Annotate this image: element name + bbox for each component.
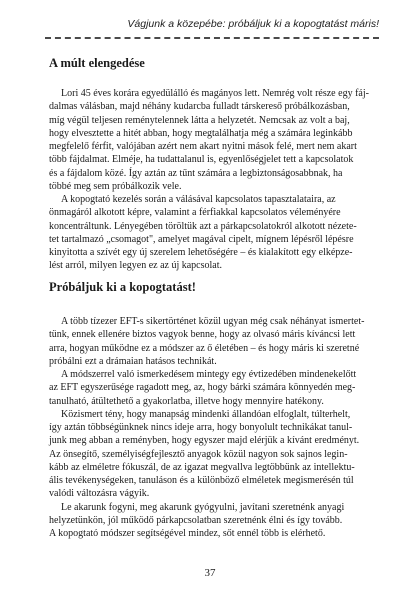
text-line — [49, 408, 379, 421]
line-text: hogy elvesztette a hitét abban, hogy megtalálhatja még a számára leginkább — [49, 127, 353, 139]
line-text: önmagáról alkotott képre, valamint a férfiakkal kapcsolatos véleményére — [49, 207, 341, 219]
line-text: próbálni ezt a drámaian hatásos technikát. — [49, 355, 217, 367]
running-header: Vágjunk a közepébe: próbáljuk ki a kopogtatást máris! — [127, 18, 379, 30]
text-line — [49, 206, 379, 219]
page-number: 37 — [204, 567, 216, 579]
text-line — [49, 527, 379, 540]
line-text: kinyitotta a szívét egy új szerelem lehetőségére – és kialakított egy elképze- — [49, 247, 353, 258]
paragraph — [49, 501, 379, 541]
text-line — [49, 368, 379, 381]
line-text: arra, hogyan működne ez a módszer az ő életében – és hogy máris ki szeretné — [49, 342, 360, 354]
line-text: ális tevékenységeken, tanuláson és a különböző elméletek megismerésén túl — [49, 475, 354, 486]
text-line — [49, 501, 379, 514]
line-text: Le akarunk fogyni, meg akarunk gyógyulni, javítani szeretnénk anyagi — [61, 501, 345, 513]
header-dashed-divider — [45, 37, 379, 39]
line-text: az EFT egyszerűsége ragadott meg, az, hogy bárki számára könnyedén meg- — [49, 382, 356, 394]
section-heading-mult-elengedese: A múlt elengedése — [49, 56, 145, 70]
line-text: több fájdalmat. Elméje, ha tudattalanul is, egyenlőségjelet tett a kapcsolatok — [49, 154, 354, 166]
text-line — [49, 487, 379, 500]
text-line — [49, 100, 379, 113]
line-text: helyzetünkön, jól működő párkapcsolatban szeretnénk élni és így tovább. — [49, 514, 343, 526]
paragraph — [49, 368, 379, 408]
line-text: A kopogtató módszer segítségével mindez, sőt ennél több is elérhető. — [49, 528, 326, 539]
section-heading-kopogtatas: Próbáljuk ki a kopogtatást! — [49, 280, 196, 294]
section-body — [49, 87, 379, 273]
text-line — [49, 514, 379, 527]
text-line — [49, 153, 379, 166]
line-text: valódi változásra vágyik. — [49, 488, 150, 500]
text-line — [49, 127, 379, 140]
line-text: tünk, ennek ellenére biztos vagyok benne, hogy az olvasó máris kíváncsi lett — [49, 329, 356, 341]
line-text: Az önsegítő, személyiségfejlesztő anyagok közül nagyon sok sajnos legin- — [49, 448, 348, 460]
line-text: míg végül teljesen reménytelennek látta a helyzetét. Nemcsak az volt a baj, — [49, 114, 350, 126]
text-line — [49, 461, 379, 474]
text-line — [49, 381, 379, 394]
line-text: lést arról, milyen legyen ez az új kapcsolat. — [49, 260, 222, 272]
paragraph — [49, 193, 379, 273]
line-text: így aztán többségünknek nincs ideje arra, hogy bonyolult technikákat tanul- — [49, 422, 353, 433]
line-text: és a fájdalom közé. Így aztán az tűnt számára a legbiztonságosabbnak, ha — [49, 167, 343, 179]
text-line — [49, 448, 379, 461]
paragraph — [49, 315, 379, 368]
text-line — [49, 315, 379, 328]
text-line — [49, 167, 379, 180]
line-text: megfelelő férfit, valójában azért nem akart nyitni mások felé, mert nem akart — [49, 141, 357, 152]
text-line — [49, 140, 379, 153]
line-text: tet tartalmazó „csomagot", amelyet magával cipelt, mígnem lépésről lépésre — [49, 233, 354, 245]
text-line — [49, 87, 379, 100]
line-text: A több tízezer EFT-s sikertörténet közül ugyan még csak néhányat ismertet- — [61, 316, 365, 327]
text-line — [49, 421, 379, 434]
text-line — [49, 114, 379, 127]
text-line — [49, 233, 379, 246]
section-body — [49, 315, 379, 540]
line-text: junk meg abban a reményben, hogy egyszer majd elérjük a kívánt eredményt. — [49, 435, 360, 447]
line-text: kább az elméletre fókuszál, de az igazat megvallva legtöbbünk az intellektu- — [49, 461, 355, 473]
text-line — [49, 434, 379, 447]
text-line — [49, 246, 379, 259]
line-text: Közismert tény, hogy manapság mindenki állandóan elfoglalt, túlterhelt, — [61, 408, 351, 420]
line-text: A módszerrel való ismerkedésem mintegy egy évtizedében mindenekelőtt — [61, 369, 357, 380]
text-line — [49, 193, 379, 206]
line-text: A kopogtató kezelés során a válásával kapcsolatos tapasztalataira, az — [61, 194, 336, 205]
paragraph — [49, 408, 379, 501]
text-line — [49, 328, 379, 341]
text-line — [49, 395, 379, 408]
text-line — [49, 355, 379, 368]
text-line — [49, 259, 379, 272]
line-text: többé meg sem próbálkozik vele. — [49, 180, 182, 192]
text-line — [49, 180, 379, 193]
line-text: dalmas válásban, majd néhány kudarcba fulladt társkereső próbálkozásban, — [49, 101, 350, 113]
paragraph — [49, 87, 379, 193]
line-text: tanulható, átültethető a gyakorlatba, illetve hogy mennyire hatékony. — [49, 395, 324, 407]
line-text: Lori 45 éves korára egyedülálló és magányos lett. Nemrég volt része egy fáj- — [61, 88, 369, 99]
text-line — [49, 342, 379, 355]
line-text: koncentráltunk. Lényegében töröltük azt a párkapcsolatokról alkotott nézete- — [49, 220, 357, 232]
text-line — [49, 220, 379, 233]
text-line — [49, 474, 379, 487]
